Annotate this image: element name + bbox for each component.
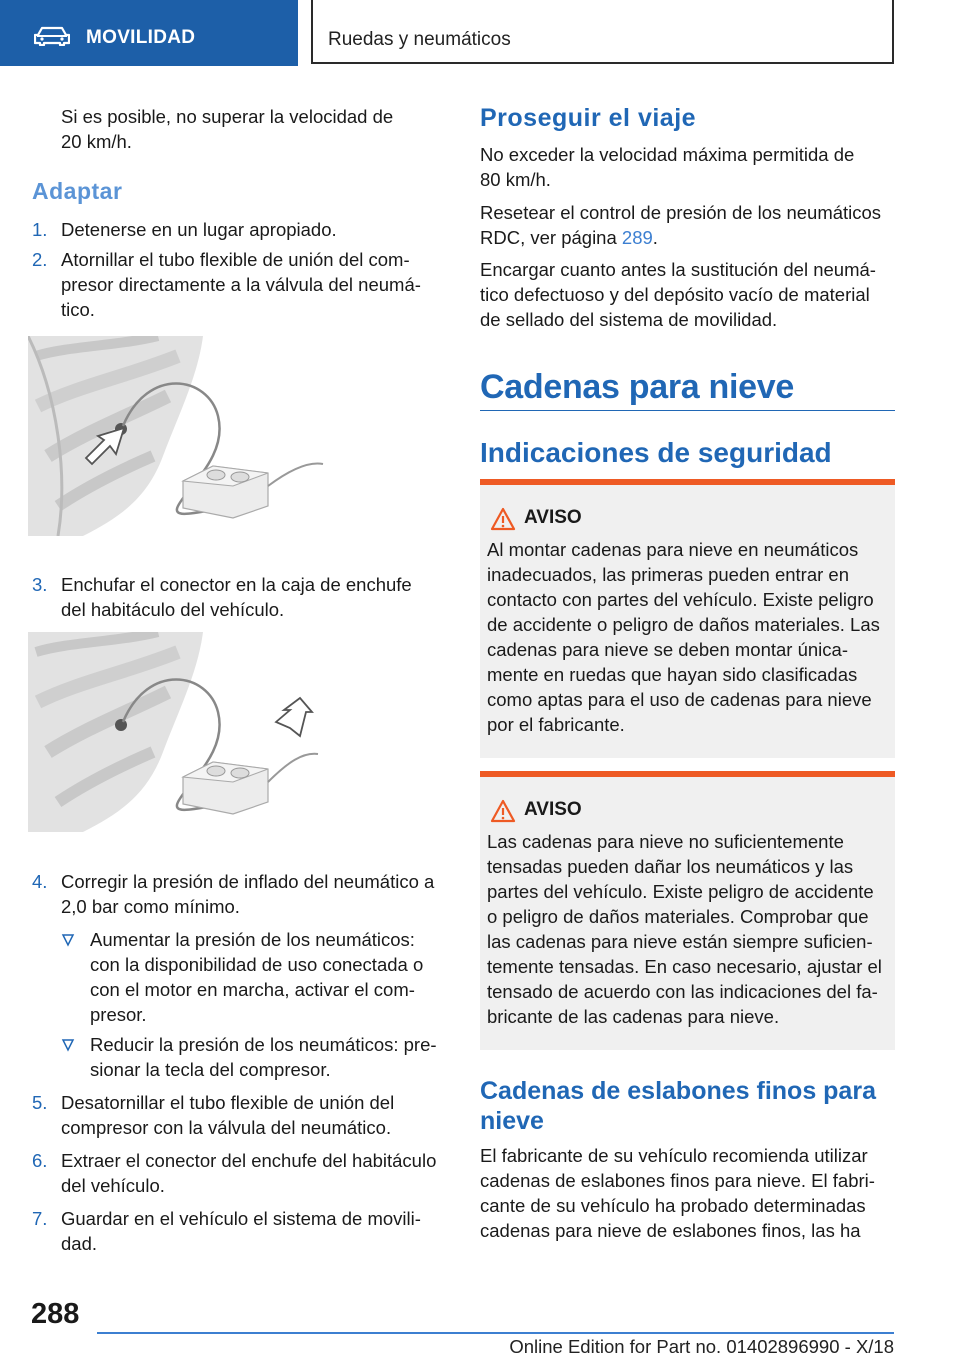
text-line: Al montar cadenas para nieve en neumáticos	[487, 539, 859, 560]
text-line: Si es posible, no superar la velocidad de	[61, 106, 394, 127]
text-line: compresor con la válvula del neumático.	[61, 1117, 392, 1138]
chapter-tab[interactable]	[311, 0, 894, 64]
step-number: 2.	[32, 249, 48, 270]
text-line: Atornillar el tubo flexible de unión del com-	[61, 249, 410, 270]
warning-title: AVISO	[524, 799, 582, 820]
heading-proseguir: Proseguir el viaje	[480, 104, 697, 132]
text-line: Aumentar la presión de los neumáticos:	[90, 929, 415, 950]
warning-triangle-icon	[490, 799, 516, 823]
intro-paragraph	[61, 104, 450, 154]
text-line: por el fabricante.	[487, 714, 625, 735]
warning-text	[487, 829, 889, 1029]
text-line: Las cadenas para nieve no suficientemente	[487, 831, 844, 852]
footer-divider	[97, 1332, 894, 1334]
text-line: tensadas pueden dañar los neumáticos y las	[487, 856, 854, 877]
text-line: con la disponibilidad de uso conectada o	[90, 954, 424, 975]
text-line: cante de su vehículo ha probado determinadas	[480, 1195, 866, 1216]
text-line: de sellado del sistema de movilidad.	[480, 309, 778, 330]
text-line: No exceder la velocidad máxima permitida de	[480, 144, 855, 165]
step-number: 5.	[32, 1092, 48, 1113]
page-link[interactable]: 289	[621, 227, 653, 248]
text-line: bricante de las cadenas para nieve.	[487, 1006, 780, 1027]
step-number: 3.	[32, 574, 48, 595]
text-line: o peligro de daños materiales. Comprobar que	[487, 906, 869, 927]
text-line: dad.	[61, 1233, 98, 1254]
text-line: inadecuados, las primeras pueden entrar en	[487, 564, 850, 585]
text-line: Resetear el control de presión de los neumáticos	[480, 202, 882, 223]
car-icon	[34, 26, 70, 46]
heading-seguridad: Indicaciones de seguridad	[480, 437, 832, 468]
text-line: con el motor en marcha, activar el com-	[90, 979, 415, 1000]
triangle-bullet-icon	[61, 933, 75, 947]
text-line: partes del vehículo. Existe peligro de accidente	[487, 881, 874, 902]
text-line: Desatornillar el tubo flexible de unión del	[61, 1092, 395, 1113]
heading-line: Cadenas de eslabones finos para	[480, 1077, 876, 1105]
warning-triangle-icon	[490, 507, 516, 531]
step-number: 4.	[32, 871, 48, 892]
warning-box	[480, 479, 895, 758]
text-line: 2,0 bar como mínimo.	[61, 896, 240, 917]
text-line: como aptas para el uso de cadenas para nieve	[487, 689, 872, 710]
text-line: Reducir la presión de los neumáticos: pre-	[90, 1034, 437, 1055]
text-line: presor.	[90, 1004, 147, 1025]
text-line: del vehículo.	[61, 1175, 165, 1196]
text-line: Extraer el conector del enchufe del habitáculo	[61, 1150, 437, 1171]
text-line: Guardar en el vehículo el sistema de movili-	[61, 1208, 421, 1229]
text-line: tico defectuoso y del depósito vacío de material	[480, 284, 870, 305]
step-number: 7.	[32, 1208, 48, 1229]
page-header	[0, 0, 960, 68]
text-line	[480, 225, 895, 250]
text-line: tensado de acuerdo con las indicaciones del fa-	[487, 981, 878, 1002]
warning-text	[487, 537, 889, 737]
section-label: MOVILIDAD	[86, 27, 196, 48]
text-span: RDC, ver página	[480, 227, 622, 248]
section-tab[interactable]	[0, 0, 298, 66]
text-line: temente tensadas. En caso necesario, ajustar el	[487, 956, 882, 977]
page-number: 288	[31, 1298, 80, 1330]
text-line: contacto con partes del vehículo. Existe peligro	[487, 589, 874, 610]
text-line: cadenas de eslabones finos para nieve. El fabri-	[480, 1170, 875, 1191]
step-number: 6.	[32, 1150, 48, 1171]
text-line: cadenas para nieve se deben montar única-	[487, 639, 848, 660]
text-line: tico.	[61, 299, 95, 320]
text-line: presor directamente a la válvula del neumá-	[61, 274, 421, 295]
proseguir-paragraph-2	[480, 200, 895, 250]
text-line: del habitáculo del vehículo.	[61, 599, 285, 620]
text-line: cadenas para nieve de eslabones finos, las ha	[480, 1220, 861, 1241]
text-line: El fabricante de su vehículo recomienda utilizar	[480, 1145, 868, 1166]
text-line: Detenerse en un lugar apropiado.	[61, 219, 337, 240]
chapter-label: Ruedas y neumáticos	[328, 29, 511, 50]
proseguir-paragraph-1	[480, 142, 895, 192]
text-line: Encargar cuanto antes la sustitución del neumá-	[480, 259, 876, 280]
triangle-bullet-icon	[61, 1038, 75, 1052]
warning-title: AVISO	[524, 507, 582, 528]
edition-text: Online Edition for Part no. 01402896990 - X/18	[509, 1336, 894, 1357]
text-line: 20 km/h.	[61, 131, 132, 152]
heading-adaptar: Adaptar	[32, 178, 123, 204]
heading-cadenas: Cadenas para nieve	[480, 368, 794, 406]
step-number: 1.	[32, 219, 48, 240]
text-line: sionar la tecla del compresor.	[90, 1059, 331, 1080]
heading-eslabones	[480, 1076, 895, 1136]
text-line: mente en ruedas que hayan sido clasificadas	[487, 664, 858, 685]
section-divider	[480, 410, 895, 411]
text-line: 80 km/h.	[480, 169, 551, 190]
text-span: .	[652, 227, 658, 248]
proseguir-paragraph-3	[480, 257, 895, 332]
text-line: de accidente o peligro de daños materiales. Las	[487, 614, 880, 635]
compressor-socket-illustration	[28, 632, 328, 832]
heading-line: nieve	[480, 1107, 544, 1135]
text-line: las cadenas para nieve están siempre suficien-	[487, 931, 873, 952]
text-line: Enchufar el conector en la caja de enchufe	[61, 574, 412, 595]
eslabones-paragraph	[480, 1143, 895, 1243]
warning-box	[480, 771, 895, 1050]
text-line: Corregir la presión de inflado del neumático a	[61, 871, 435, 892]
compressor-valve-illustration	[28, 336, 328, 536]
